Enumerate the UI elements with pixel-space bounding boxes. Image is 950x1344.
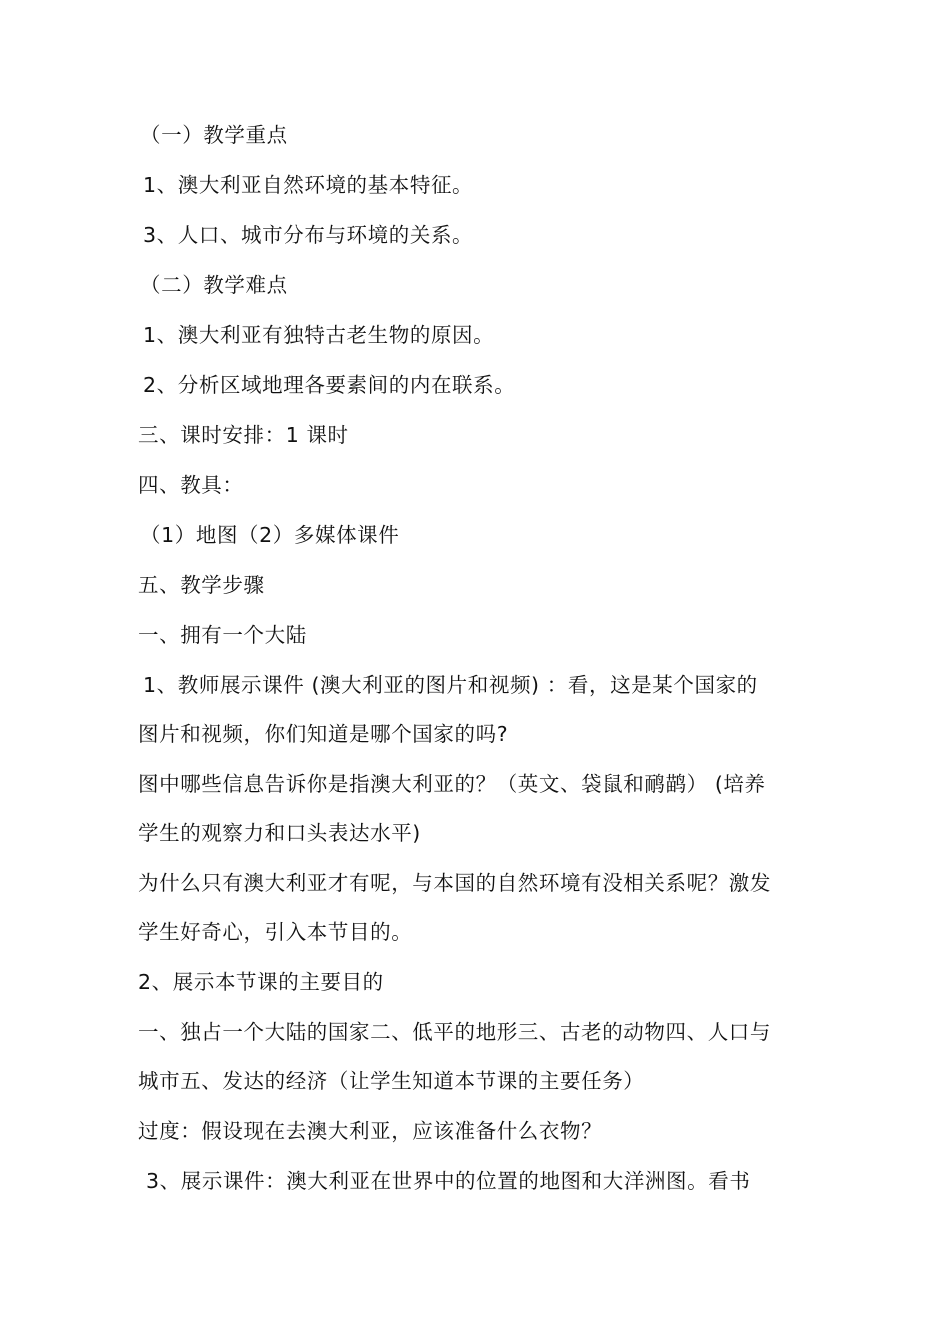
paragraph-line: 2、展示本节课的主要目的: [138, 970, 384, 994]
paragraph-line: 图中哪些信息告诉你是指澳大利亚的？（英文、袋鼠和鸸鹋） (培养: [138, 772, 766, 796]
paragraph-line: 为什么只有澳大利亚才有呢，与本国的自然环境有没相关系呢？激发: [138, 871, 771, 895]
paragraph-line: 一、独占一个大陆的国家二、低平的地形三、古老的动物四、人口与: [138, 1020, 771, 1044]
step-heading-one-continent: 一、拥有一个大陆: [138, 623, 307, 647]
teaching-aids-list: （1）地图（2）多媒体课件: [140, 523, 400, 547]
section-teaching-aids: 四、教具：: [138, 473, 244, 497]
paragraph-line: 过度：假设现在去澳大利亚，应该准备什么衣物？: [138, 1119, 603, 1143]
paragraph-line: 城市五、发达的经济（让学生知道本节课的主要任务）: [138, 1069, 645, 1093]
paragraph-line: 1、教师展示课件 (澳大利亚的图片和视频) ：看，这是某个国家的: [143, 673, 758, 697]
paragraph-line: 学生的观察力和口头表达水平): [138, 821, 421, 845]
document-page: [138, 117, 818, 1213]
difficulty-item-1: 1、澳大利亚有独特古老生物的原因。: [143, 323, 495, 347]
paragraph-line: 学生好奇心，引入本节目的。: [138, 920, 413, 944]
section-teaching-steps: 五、教学步骤: [138, 573, 265, 597]
section-schedule: 三、课时安排：1 课时: [138, 423, 349, 447]
paragraph-line: 3、展示课件：澳大利亚在世界中的位置的地图和大洋洲图。看书: [146, 1169, 751, 1193]
heading-teaching-focus: （一）教学重点: [140, 123, 288, 147]
difficulty-item-2: 2、分析区域地理各要素间的内在联系。: [143, 373, 516, 397]
paragraph-line: 图片和视频，你们知道是哪个国家的吗?: [138, 722, 509, 746]
focus-item-3: 3、人口、城市分布与环境的关系。: [143, 223, 474, 247]
focus-item-1: 1、澳大利亚自然环境的基本特征。: [143, 173, 474, 197]
heading-teaching-difficulty: （二）教学难点: [140, 273, 288, 297]
